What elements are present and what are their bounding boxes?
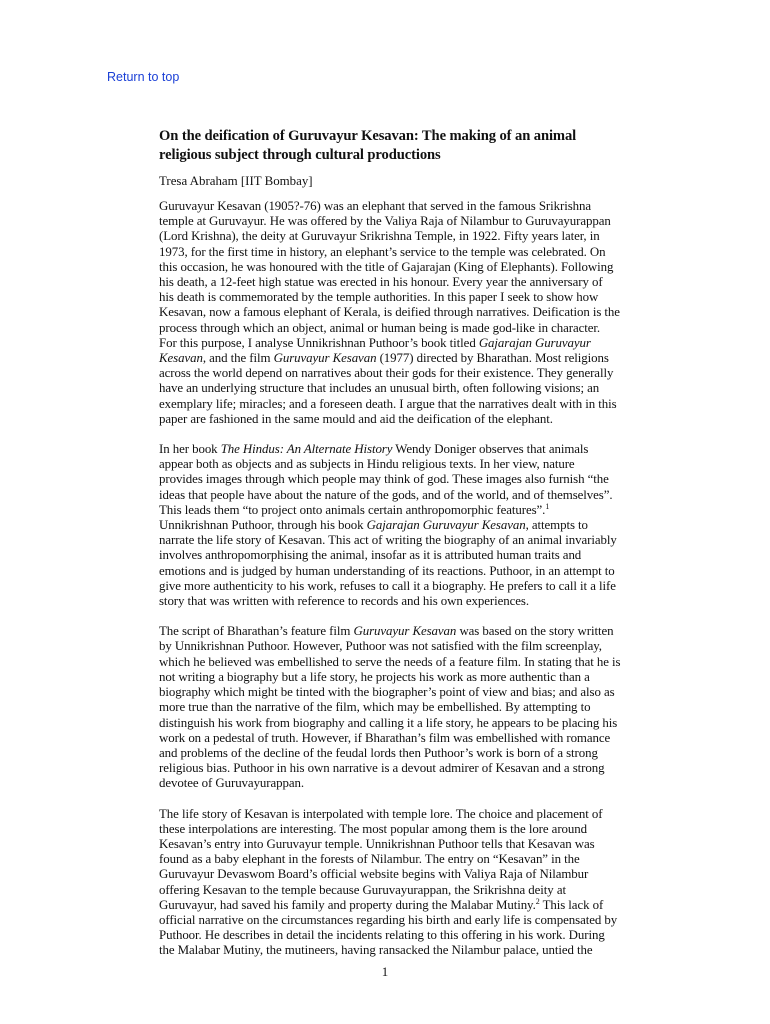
text-run: across the world depend on narratives about their gods for their existence. They generally: [159, 366, 614, 381]
text-run: For this purpose, I analyse Unnikrishnan Puthoor’s book titled: [159, 335, 479, 350]
text-run: not writing a biography but a life story, he projects his work as more authentic than a: [159, 669, 590, 684]
paragraphs-container: [159, 199, 653, 959]
text-line: [159, 731, 653, 746]
text-line: [159, 229, 653, 244]
text-line: [159, 564, 653, 579]
text-run: his death is commemorated by the temple authorities. In this paper I seek to show how: [159, 290, 599, 305]
return-to-top-link[interactable]: Return to top: [107, 70, 180, 84]
italic-title: Guruvayur Kesavan: [353, 624, 457, 639]
text-line: [159, 852, 653, 867]
text-line: [159, 214, 653, 229]
text-run: involves anthropomorphising the animal, insofar as it is attributed human traits and: [159, 548, 582, 563]
text-line: [159, 290, 653, 305]
text-line: [159, 670, 653, 685]
text-run: paper are fashioned in the same mould and aid the deification of the elephant.: [159, 411, 553, 426]
text-run: Unnikrishnan Puthoor, through his book: [159, 518, 367, 533]
text-line: [159, 639, 653, 654]
text-line: [159, 746, 653, 761]
text-run: work on a pedestal of truth. However, if Bharathan’s film was embellished with romance: [159, 730, 611, 745]
text-run: story that was written with reference to records and his own experiences.: [159, 594, 530, 609]
text-run: (Lord Krishna), the deity at Guruvayur Srikrishna Temple, in 1922. Fifty years later, in: [159, 229, 600, 244]
text-run: , and the film: [202, 351, 274, 366]
text-line: [159, 700, 653, 715]
text-line: [159, 351, 653, 366]
text-run: his death, a 12-feet high statue was erected in his honour. Every year the anniversary of: [159, 275, 603, 290]
text-run: Kesavan’s entry into Guruvayur temple. Unnikrishnan Puthoor tells that Kesavan was: [159, 836, 595, 851]
text-line: [159, 624, 653, 639]
italic-title: Gajarajan Guruvayur Kesavan: [366, 518, 526, 533]
text-run: more true than the narrative of the film, which may be embellished. By attempting to: [159, 700, 591, 715]
text-run: 1973, for the first time in history, an elephant’s service to the temple was celebrated. On: [159, 244, 606, 259]
text-line: [159, 321, 653, 336]
text-run: The script of Bharathan’s feature film: [159, 624, 354, 639]
text-line: [159, 867, 653, 882]
text-line: [159, 503, 653, 518]
text-line: [159, 199, 653, 214]
article-body: [159, 127, 653, 959]
text-line: [159, 305, 653, 320]
text-line: [159, 913, 653, 928]
text-line: [159, 685, 653, 700]
text-run: process through which an object, animal or human being is made god-like in character.: [159, 320, 601, 335]
footnote-ref: 1: [545, 501, 550, 511]
text-run: and problems of the decline of the feudal lords then Puthoor’s work is born of a strong: [159, 745, 598, 760]
text-run: by Unnikrishnan Puthoor. However, Puthoor was not satisfied with the film screenplay,: [159, 639, 602, 654]
text-run: In her book: [159, 442, 221, 457]
text-run: temple at Guruvayur. He was offered by the Valiya Raja of Nilambur to Guruvayurappan: [159, 214, 611, 229]
text-run: official narrative on the circumstances regarding his birth and early life is compensated by: [159, 912, 618, 927]
text-run: devotee of Guruvayurappan.: [159, 776, 305, 791]
text-run: the Malabar Mutiny, the mutineers, having ransacked the Nilambur palace, untied the: [159, 943, 593, 958]
text-line: [159, 245, 653, 260]
text-run: give more authenticity to his work, refuses to call it a biography. He prefers to call it a life: [159, 578, 616, 593]
text-line: [159, 548, 653, 563]
text-line: [159, 336, 653, 351]
page-number: 1: [381, 965, 389, 979]
text-line: [159, 518, 653, 533]
text-run: these interpolations are interesting. The most popular among them is the lore around: [159, 821, 587, 836]
text-line: [159, 579, 653, 594]
text-line: [159, 260, 653, 275]
text-run: The life story of Kesavan is interpolated with temple lore. The choice and placement of: [159, 806, 603, 821]
text-run: ideas that people have about the nature of the gods, and of the world, and of themselves”.: [159, 487, 613, 502]
text-run: have an underlying structure that includes an unusual birth, often following visions; an: [159, 381, 600, 396]
text-line: [159, 898, 653, 913]
text-line: [159, 928, 653, 943]
text-run: found as a baby elephant in the forests of Nilambur. The entry on “Kesavan” in the: [159, 852, 580, 867]
text-run: (1977) directed by Bharathan. Most religions: [376, 351, 609, 366]
text-run: offering Kesavan to the temple because Guruvayurappan, the Srikrishna deity at: [159, 882, 566, 897]
text-line: [159, 943, 653, 958]
text-run: exemplary life; miracles; and a foreseen death. I argue that the narratives dealt with in this: [159, 396, 617, 411]
text-run: religious bias. Puthoor in his own narrative is a devout admirer of Kesavan and a strong: [159, 761, 605, 776]
text-line: [159, 412, 653, 427]
italic-title: Gajarajan Guruvayur: [478, 335, 591, 350]
article-author: Tresa Abraham [IIT Bombay]: [159, 174, 313, 188]
text-run: this occasion, he was honoured with the title of Gajarajan (King of Elephants). Following: [159, 259, 614, 274]
text-line: [159, 837, 653, 852]
body-paragraph: [159, 199, 653, 427]
text-run: Kesavan, now a famous elephant of Kerala, is deified through narratives. Deification is the: [159, 305, 620, 320]
text-line: [159, 442, 653, 457]
text-run: provides images through which people may think of god. These images also furnish “the: [159, 472, 609, 487]
italic-title: The Hindus: An Alternate History: [220, 442, 393, 457]
text-line: [159, 275, 653, 290]
text-line: [159, 397, 653, 412]
text-line: [159, 822, 653, 837]
text-line: [159, 655, 653, 670]
text-line: [159, 716, 653, 731]
text-line: [159, 761, 653, 776]
text-run: This lack of: [539, 897, 604, 912]
text-line: [159, 381, 653, 396]
body-paragraph: [159, 807, 653, 959]
text-run: emotions and is judged by human understanding of its reactions. Puthoor, in an attempt to: [159, 563, 615, 578]
text-run: biography which might be tinted with the biographer’s point of view and bias; and also as: [159, 685, 615, 700]
text-line: [159, 807, 653, 822]
text-run: This leads them “to project onto animals certain anthropomorphic features”.: [159, 502, 546, 517]
text-line: [159, 472, 653, 487]
text-run: Guruvayur, had saved his family and property during the Malabar Mutiny.: [159, 897, 536, 912]
text-line: [159, 776, 653, 791]
text-line: [159, 533, 653, 548]
text-run: was based on the story written: [456, 624, 614, 639]
body-paragraph: [159, 442, 653, 609]
text-run: Guruvayur Kesavan (1905?-76) was an elephant that served in the famous Srikrishna: [159, 199, 592, 213]
article-title-line: religious subject through cultural productions: [159, 146, 441, 163]
text-line: [159, 488, 653, 503]
text-line: [159, 366, 653, 381]
text-run: Puthoor. He describes in detail the incidents relating to this offering in his work. During: [159, 928, 605, 943]
article-title-line: On the deification of Guruvayur Kesavan: The making of an animal: [159, 128, 577, 144]
italic-title: Kesavan: [159, 351, 203, 366]
footnote-ref: 2: [535, 896, 540, 906]
text-run: distinguish his work from biography and calling it a life story, he appears to be placing his: [159, 715, 618, 730]
text-run: , attempts to: [525, 518, 588, 533]
text-run: narrate the life story of Kesavan. This act of writing the biography of an animal invariably: [159, 533, 617, 548]
text-run: which he believed was embellished to serve the needs of a feature film. In stating that he is: [159, 654, 621, 669]
text-run: Wendy Doniger observes that animals: [392, 442, 589, 457]
text-run: Guruvayur Devaswom Board’s official website begins with Valiya Raja of Nilambur: [159, 867, 589, 882]
text-line: [159, 883, 653, 898]
text-line: [159, 457, 653, 472]
italic-title: Guruvayur Kesavan: [273, 351, 377, 366]
body-paragraph: [159, 624, 653, 791]
text-run: appear both as objects and as subjects in Hindu religious texts. In her view, nature: [159, 457, 575, 472]
article-title: [159, 127, 653, 164]
text-line: [159, 594, 653, 609]
